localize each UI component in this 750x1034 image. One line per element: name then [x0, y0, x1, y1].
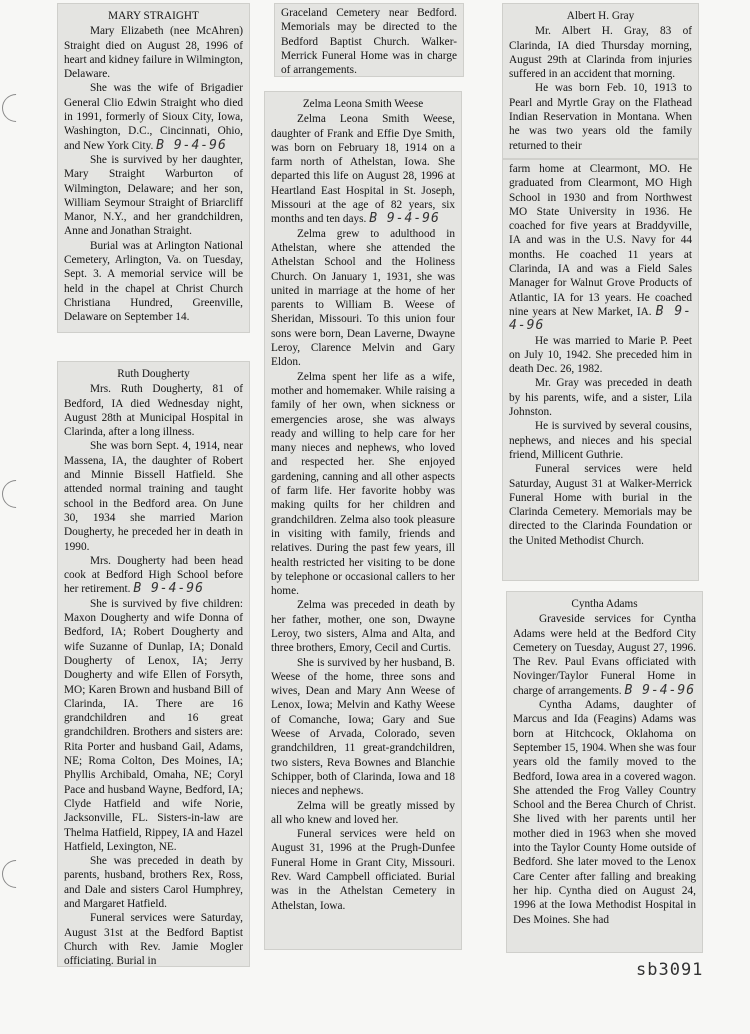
heading-mary-straight: MARY STRAIGHT: [108, 10, 199, 22]
handwritten-date: B 9-4-96: [509, 303, 692, 334]
obituary-paragraph: Zelma grew to adulthood in Athelstan, where she attended the Athelstan School and the Holiness Church. On January 1, 1931, she was united in marriage at the home of her parents to William B. Weese of Sheridan, Missouri. To this union four sons were born, Dean Laverne, Dwayne Leroy, Clarence Melvin and Gary Eldon.: [271, 227, 455, 369]
obituary-paragraph: Funeral services were held on August 31, 1996 at the Prugh-Dunfee Funeral Home in Grant City, Missouri. Rev. Ward Campbell officiated. Burial was in the Athelstan Cemetery in Athelstan, Iowa.: [271, 828, 455, 912]
obituary-paragraph: Mr. Gray was preceded in death by his parents, wife, and a sister, Lila Johnston.: [509, 377, 692, 419]
clipping-mary-straight: [58, 4, 249, 332]
clipping-zelma-weese: [265, 92, 461, 949]
heading-cyntha-adams: Cyntha Adams: [571, 598, 638, 610]
obituary-paragraph: Burial was at Arlington National Cemetery, Arlington, Va. on Tuesday, Sept. 3. A memorial service will be held in the chapel at Christ Church Christiana Hundred, Greenville, Delaware on September 14.: [64, 239, 243, 324]
clipping-cyntha-adams: [507, 592, 702, 952]
obituary-paragraph: farm home at Clearmont, MO. He graduated from Clearmont, MO High School in 1930 and from Northwest MO State University in 1936. He coached for five years at Braddyville, IA and was in the U.S. Navy for 44 months. He coached 11 years at Clarinda, IA and was a Field Sales Manager for Walnut Grove Products of Atlantic, IA for 13 years. He coached nine years at New Market, IA. B 9-4-96: [509, 163, 692, 334]
obituary-paragraph: She was the wife of Brigadier General Clio Edwin Straight who died in 1991, formerly of Sioux City, Iowa, Washington, D.C., Cincinnati, Ohio, and New York City. B 9-4-96: [64, 82, 243, 153]
obituary-paragraph: He was born Feb. 10, 1913 to Pearl and Myrtle Gray on the Flathead Indian Reservation in Montana. When he was two years old the family returned to their: [509, 82, 692, 152]
handwritten-date: B 9-4-96: [624, 682, 696, 698]
scrapbook-id-handwritten: sb3091: [636, 960, 704, 980]
obituary-paragraph: She is survived by five children: Maxon Dougherty and wife Donna of Bedford, IA; Robert Dougherty and wife Suzanne of Dunlap, IA; Donald Dougherty of Lenox, IA; Jerry Dougherty and wife Ellen of Forsyth, MO; Karen Brown and husband Bill of Clarinda, IA. There are 16 grandchildren and 16 great grandchildren. Brothers and sisters are: Rita Porter and husband Gail, Adams, NE; Roma Colton, Des Moines, IA; Phyllis Archibald, Omaha, NE; Coryl Pace and husband Wayne, Bedford, IA; Clyde Hatfield and wife Norie, Jacksonville, FL. Sisters-in-law are Thelma Hatfield, Rippey, IA and Hazel Hatfield, Lexington, NE.: [64, 597, 243, 853]
heading-albert-gray: Albert H. Gray: [566, 10, 635, 22]
clipping-bedford-continuation: [275, 4, 463, 76]
clipping-albert-gray-continued: [503, 160, 698, 580]
obituary-paragraph: Graceland Cemetery near Bedford. Memorials may be directed to the Bedford Baptist Church. Walker-Merrick Funeral Home was in charge of arrangements.: [281, 7, 457, 76]
binder-hole: [0, 88, 36, 128]
heading-ruth-dougherty: Ruth Dougherty: [117, 368, 190, 380]
obituary-paragraph: She was preceded in death by parents, husband, brothers Rex, Ross, and Dale and sisters Carol Humphrey, and Margaret Hatfield.: [64, 855, 243, 910]
obituary-paragraph: Zelma spent her life as a wife, mother and homemaker. While raising a family of her own, when sickness or emergencies arose, she was always ready and willing to help care for her many nieces and nephews, who loved and respected her. She enjoyed gardening, canning and all other aspects of farm life. Her favorite hobby was making quilts for her children and grandchildren. Zelma also took pleasure in visiting with family, friends and relatives. During the past few years, ill health restricted her visiting to be done by telephone or occasional callers to her home.: [271, 370, 455, 598]
handwritten-date: B 9-4-96: [156, 137, 227, 153]
obituary-paragraph: Mary Elizabeth (nee McAhren) Straight died on August 28, 1996 of heart and kidney failure in Wilmington, Delaware.: [64, 25, 243, 81]
obituary-paragraph: She is survived by her husband, B. Weese of the home, three sons and wives, Dean and Mary Ann Weese of Lenox, Iowa; Melvin and Kathy Weese of Comanche, Iowa; Gary and Sue Weese of Arvada, Colorado, seven grandchildren, 11 great-grandchildren, two sisters, Reva Bownes and Blanchie Schipper, both of Clarinda, Iowa and 18 nieces and nephews.: [271, 656, 455, 798]
obituary-paragraph: Funeral services were Saturday, August 31st at the Bedford Baptist Church with Rev. Jamie Mogler officiating. Burial in: [64, 912, 243, 966]
handwritten-date: B 9-4-96: [133, 581, 204, 597]
obituary-paragraph: Zelma Leona Smith Weese, daughter of Frank and Effie Dye Smith, was born on February 18, 1914 on a farm north of Athelstan, Iowa. She departed this life on August 28, 1996 at Heartland East Hospital in St. Joseph, Missouri at the age of 82 years, six months and ten days. B 9-4-96: [271, 113, 455, 227]
obituary-paragraph: She is survived by her daughter, Mary Straight Warburton of Wilmington, Delaware; and her son, William Seymour Straight of Briarcliff Manor, N.Y., and her grandchildren, Anne and Jonathan Straight.: [64, 153, 243, 238]
handwritten-date: B 9-4-96: [369, 211, 440, 227]
binder-hole: [0, 474, 36, 514]
obituary-paragraph: She was born Sept. 4, 1914, near Massena, IA, the daughter of Robert and Minnie Bissell Hatfield. She attended normal training and taught school in the Bedford area. On June 30, 1934 she married Marion Dougherty, he preceded her in death in 1990.: [64, 440, 243, 553]
obituary-paragraph: Graveside services for Cyntha Adams were held at the Bedford City Cemetery on Tuesday, August 27, 1996. The Rev. Paul Evans officiated with Novinger/Taylor Funeral Home in charge of arrangements. B 9-4-96: [513, 613, 696, 698]
obituary-paragraph: Funeral services were held Saturday, August 31 at Walker-Merrick Funeral Home with burial in the Clarinda Cemetery. Memorials may be directed to the Clarinda Foundation or the United Methodist Church.: [509, 463, 692, 547]
clipping-albert-gray-top: [503, 4, 698, 158]
heading-zelma-weese: Zelma Leona Smith Weese: [302, 98, 424, 110]
obituary-paragraph: Cyntha Adams, daughter of Marcus and Ida (Feagins) Adams was born at Hitchcock, Oklahoma on September 15, 1904. When she was four years old the family moved to the Bedford, Iowa area in a covered wagon. She attended the Frog Valley Country School and the Berea Church of Christ. She lived with her parents until her mother died in 1963 when she moved into the Taylor County Home outside of Bedford. She later moved to the Lenox Care Center after falling and breaking her hip. Cyntha died on August 24, 1996 at the Iowa Methodist Hospital in Des Moines. She had: [513, 699, 697, 926]
obituary-paragraph: He was married to Marie P. Peet on July 10, 1942. She preceded him in death Dec. 26, 1982.: [509, 334, 692, 376]
obituary-paragraph: He is survived by several cousins, nephews, and nieces and his special friend, Millicent Guthrie.: [509, 420, 692, 461]
obituary-paragraph: Mrs. Dougherty had been head cook at Bedford High School before her retirement. B 9-4-96: [64, 554, 243, 597]
obituary-paragraph: Zelma was preceded in death by her father, mother, one son, Dwayne Leroy, two sisters, Alma and Alta, and three brothers, Emory, Cecil and Curtis.: [271, 599, 455, 655]
clipping-ruth-dougherty: [58, 362, 249, 966]
obituary-paragraph: Mrs. Ruth Dougherty, 81 of Bedford, IA died Wednesday night, August 28th at Municipal Hospital in Clarinda, after a long illness.: [64, 383, 243, 439]
obituary-paragraph: Mr. Albert H. Gray, 83 of Clarinda, IA died Thursday morning, August 29th at Clarinda from injuries suffered in an accident that morning.: [509, 25, 692, 81]
binder-hole: [0, 854, 36, 894]
obituary-paragraph: Zelma will be greatly missed by all who knew and loved her.: [271, 799, 455, 826]
